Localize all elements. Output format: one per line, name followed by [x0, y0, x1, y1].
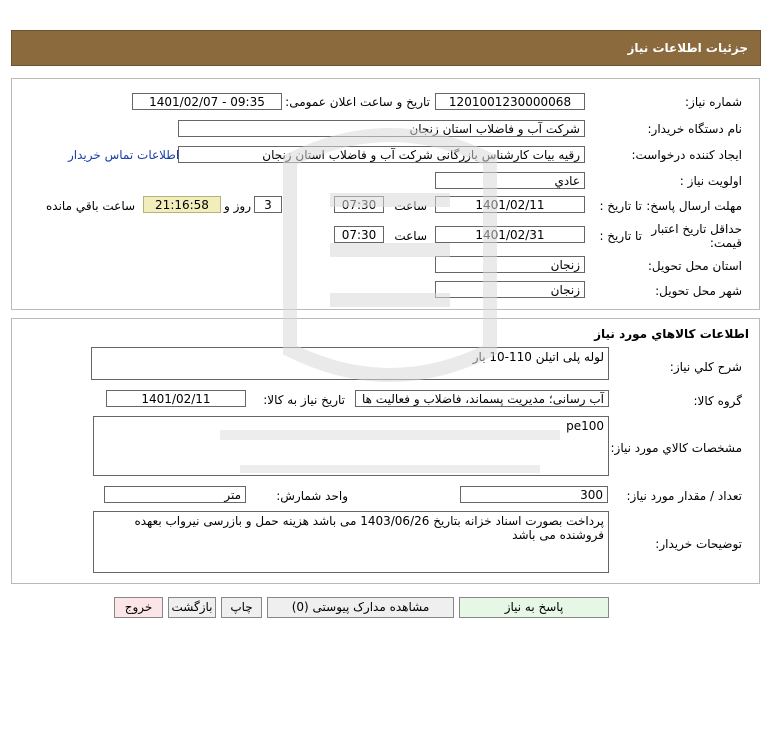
buyer-label: نام دستگاه خریدار:	[647, 122, 742, 136]
creator-field: رقیه بیات کارشناس بازرگانی شرکت آب و فاضلاب استان زنجان	[178, 146, 585, 163]
price-validity-date-field: 1401/02/31	[435, 226, 585, 243]
need-date-field: 1401/02/11	[106, 390, 246, 407]
unit-field: متر	[104, 486, 246, 503]
goods-section-title: اطلاعات کالاهاي مورد نياز	[594, 327, 749, 341]
specs-label: مشخصات کالاي مورد نياز:	[610, 441, 742, 455]
unit-label: واحد شمارش:	[276, 489, 348, 503]
days-label: روز و	[224, 199, 251, 213]
remaining-days-field: 3	[254, 196, 282, 213]
specs-field: pe100	[93, 416, 609, 476]
attachments-button[interactable]: مشاهده مدارک پیوستی (0)	[267, 597, 454, 618]
page-title: جزئیات اطلاعات نیاز	[627, 41, 748, 55]
description-label: شرح کلي نياز:	[669, 360, 742, 374]
print-button[interactable]: چاپ	[221, 597, 262, 618]
deadline-time-field: 07:30	[334, 196, 384, 213]
price-validity-label: حداقل تاریخ اعتبار	[651, 222, 742, 236]
price-time-label: ساعت	[394, 229, 427, 243]
deadline-label: مهلت ارسال پاسخ:	[646, 199, 742, 213]
province-label: استان محل تحویل:	[647, 259, 742, 273]
remaining-time-field: 21:16:58	[143, 196, 221, 213]
city-field: زنجان	[435, 281, 585, 298]
quantity-field: 300	[460, 486, 608, 503]
price-validity-label-2: قیمت:	[709, 236, 742, 250]
announce-label: تاریخ و ساعت اعلان عمومی:	[285, 95, 430, 109]
need-date-label: تاریخ نیاز به کالا:	[263, 393, 345, 407]
reply-button[interactable]: پاسخ به نیاز	[459, 597, 609, 618]
buyer-field: شرکت آب و فاضلاب استان زنجان	[178, 120, 585, 137]
goods-group-field: آب رسانی؛ مدیریت پسماند، فاضلاب و فعالیت ها	[355, 390, 609, 407]
remaining-label: ساعت باقي مانده	[46, 199, 136, 213]
need-details-panel	[11, 78, 760, 310]
deadline-date-field: 1401/02/11	[435, 196, 585, 213]
creator-label: ایجاد کننده درخواست:	[631, 148, 742, 162]
need-number-label: شماره نیاز:	[685, 95, 742, 109]
price-validity-time-field: 07:30	[334, 226, 384, 243]
back-button[interactable]: بازگشت	[168, 597, 216, 618]
deadline-to-date-label: تا تاریخ :	[599, 199, 642, 213]
deadline-time-label: ساعت	[394, 199, 427, 213]
need-number-field: 1201001230000068	[435, 93, 585, 110]
province-field: زنجان	[435, 256, 585, 273]
city-label: شهر محل تحویل:	[655, 284, 742, 298]
page-header	[11, 30, 761, 66]
announce-field: 1401/02/07 - 09:35	[132, 93, 282, 110]
priority-label: اولویت نیاز :	[679, 174, 742, 188]
buyer-contact-link[interactable]: اطلاعات تماس خریدار	[68, 148, 180, 162]
buyer-notes-label: توضیحات خریدار:	[655, 537, 742, 551]
buyer-notes-field: پرداخت بصورت اسناد خزانه بتاریخ 1403/06/26 می باشد هزینه حمل و بازرسی نیرواب بعهده فروشنده می باشد	[93, 511, 609, 573]
exit-button[interactable]: خروج	[114, 597, 163, 618]
price-to-date-label: تا تاریخ :	[599, 229, 642, 243]
goods-group-label: گروه کالا:	[693, 394, 742, 408]
priority-field: عادي	[435, 172, 585, 189]
description-field: لوله پلی اتیلن 110-10 بار	[91, 347, 609, 380]
quantity-label: تعداد / مقدار مورد نیاز:	[626, 489, 742, 503]
